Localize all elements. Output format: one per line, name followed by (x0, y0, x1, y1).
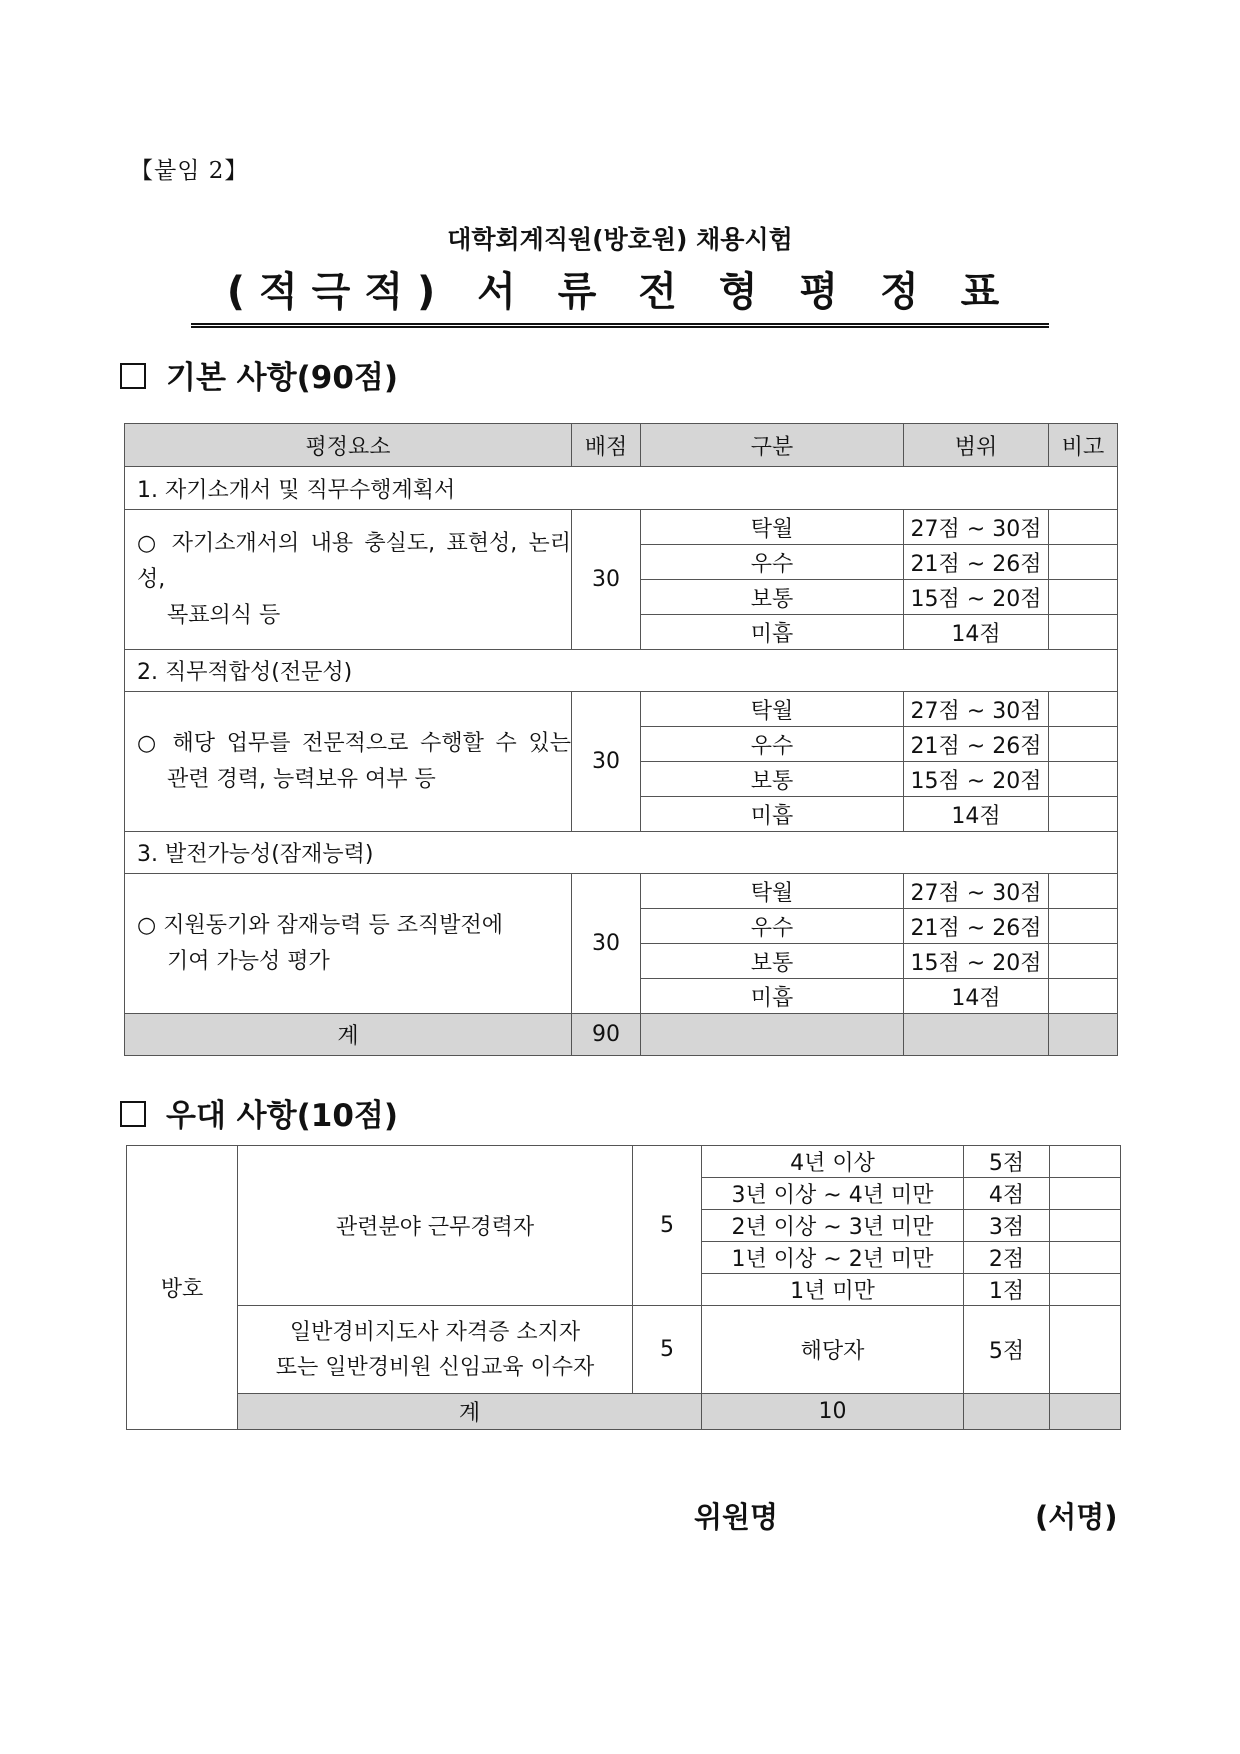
period-cell: 1년 이상 ~ 2년 미만 (702, 1242, 964, 1274)
category-cell: 방호 (127, 1146, 238, 1430)
note-cell (1049, 510, 1118, 545)
range-cell: 27점 ~ 30점 (904, 510, 1049, 545)
total-label: 계 (125, 1014, 572, 1056)
note-cell (1049, 545, 1118, 580)
item-title-row (125, 650, 1118, 692)
note-cell (1049, 615, 1118, 650)
checkbox-square-icon (120, 1101, 146, 1127)
note-cell (1050, 1274, 1121, 1306)
range-cell: 14점 (904, 615, 1049, 650)
header-cell: 구분 (641, 424, 904, 467)
table-row (127, 1306, 1121, 1394)
points-cell: 5점 (964, 1146, 1050, 1178)
item-title-row (125, 467, 1118, 510)
header-cell: 비고 (1049, 424, 1118, 467)
description-line: ○ 지원동기와 잠재능력 등 조직발전에 (137, 912, 503, 938)
total-row (125, 1014, 1118, 1056)
note-cell (1050, 1242, 1121, 1274)
grade-cell: 보통 (641, 762, 904, 797)
description-line: ○ 자기소개서의 내용 충실도, 표현성, 논리성, (137, 530, 571, 592)
table-row (125, 510, 1118, 545)
item-label-line: 또는 일반경비원 신임교육 이수자 (275, 1354, 595, 1380)
total-row (127, 1394, 1121, 1430)
note-cell (1049, 762, 1118, 797)
points-cell: 3점 (964, 1210, 1050, 1242)
note-cell (1050, 1210, 1121, 1242)
period-cell: 3년 이상 ~ 4년 미만 (702, 1178, 964, 1210)
note-cell (1050, 1306, 1121, 1394)
note-cell (1049, 909, 1118, 944)
empty-cell (964, 1394, 1050, 1430)
grade-cell: 미흡 (641, 797, 904, 832)
table-row (125, 692, 1118, 727)
grade-cell: 우수 (641, 727, 904, 762)
section-preference-heading (120, 1090, 398, 1135)
empty-cell (1050, 1394, 1121, 1430)
item-score: 30 (572, 692, 641, 832)
grade-cell: 해당자 (702, 1306, 964, 1394)
grade-cell: 탁월 (641, 510, 904, 545)
basic-evaluation-table (124, 423, 1118, 1056)
range-cell: 21점 ~ 26점 (904, 545, 1049, 580)
item-title: 3. 발전가능성(잠재능력) (125, 832, 1118, 874)
period-cell: 4년 이상 (702, 1146, 964, 1178)
title-block (0, 220, 1240, 328)
period-cell: 2년 이상 ~ 3년 미만 (702, 1210, 964, 1242)
item-score: 30 (572, 510, 641, 650)
document-subtitle: 대학회계직원(방호원) 채용시험 (447, 225, 793, 254)
header-cell: 평정요소 (125, 424, 572, 467)
note-cell (1049, 727, 1118, 762)
range-cell: 21점 ~ 26점 (904, 727, 1049, 762)
section-preference-title: 우대 사항(10점) (166, 1098, 398, 1134)
note-cell (1050, 1146, 1121, 1178)
header-cell: 범위 (904, 424, 1049, 467)
note-cell (1049, 944, 1118, 979)
grade-cell: 보통 (641, 944, 904, 979)
item-score: 5 (633, 1306, 702, 1394)
total-score: 90 (572, 1014, 641, 1056)
item-label: 관련분야 근무경력자 (238, 1146, 633, 1306)
empty-cell (641, 1014, 904, 1056)
points-cell: 2점 (964, 1242, 1050, 1274)
range-cell: 27점 ~ 30점 (904, 874, 1049, 909)
note-cell (1049, 692, 1118, 727)
note-cell (1049, 580, 1118, 615)
item-description (125, 874, 572, 1014)
range-cell: 14점 (904, 979, 1049, 1014)
item-description (125, 510, 572, 650)
description-line: 기여 가능성 평가 (167, 948, 330, 974)
total-score: 10 (702, 1394, 964, 1430)
period-cell: 1년 미만 (702, 1274, 964, 1306)
grade-cell: 우수 (641, 545, 904, 580)
item-label-line: 일반경비지도사 자격증 소지자 (289, 1319, 581, 1345)
item-score: 5 (633, 1146, 702, 1306)
committee-label: 위원명 (694, 1500, 779, 1534)
grade-cell: 미흡 (641, 979, 904, 1014)
item-description (125, 692, 572, 832)
description-line: 관련 경력, 능력보유 여부 등 (167, 766, 436, 792)
note-cell (1050, 1178, 1121, 1210)
signature-label: (서명) (1035, 1500, 1118, 1534)
table-row (127, 1146, 1121, 1178)
attachment-label: 【붙임 2】 (130, 158, 249, 184)
section-basic-heading (120, 352, 398, 397)
points-cell: 5점 (964, 1306, 1050, 1394)
grade-cell: 우수 (641, 909, 904, 944)
note-cell (1049, 797, 1118, 832)
description-line: 목표의식 등 (167, 602, 281, 628)
item-label (238, 1306, 633, 1394)
range-cell: 15점 ~ 20점 (904, 762, 1049, 797)
grade-cell: 보통 (641, 580, 904, 615)
document-title: (적극적) 서 류 전 형 평 정 표 (191, 260, 1049, 328)
grade-cell: 탁월 (641, 692, 904, 727)
table-row (125, 874, 1118, 909)
note-cell (1049, 979, 1118, 1014)
range-cell: 21점 ~ 26점 (904, 909, 1049, 944)
range-cell: 14점 (904, 797, 1049, 832)
section-basic-title: 기본 사항(90점) (166, 360, 398, 396)
grade-cell: 미흡 (641, 615, 904, 650)
range-cell: 15점 ~ 20점 (904, 580, 1049, 615)
range-cell: 27점 ~ 30점 (904, 692, 1049, 727)
points-cell: 1점 (964, 1274, 1050, 1306)
table-header-row (125, 424, 1118, 467)
item-score: 30 (572, 874, 641, 1014)
empty-cell (1049, 1014, 1118, 1056)
item-title: 1. 자기소개서 및 직무수행계획서 (125, 467, 1118, 510)
checkbox-square-icon (120, 363, 146, 389)
empty-cell (904, 1014, 1049, 1056)
description-line: ○ 해당 업무를 전문적으로 수행할 수 있는 (137, 730, 571, 756)
points-cell: 4점 (964, 1178, 1050, 1210)
note-cell (1049, 874, 1118, 909)
grade-cell: 탁월 (641, 874, 904, 909)
header-cell: 배점 (572, 424, 641, 467)
item-title-row (125, 832, 1118, 874)
item-title: 2. 직무적합성(전문성) (125, 650, 1118, 692)
total-label: 계 (238, 1394, 702, 1430)
range-cell: 15점 ~ 20점 (904, 944, 1049, 979)
preference-table (126, 1145, 1121, 1430)
